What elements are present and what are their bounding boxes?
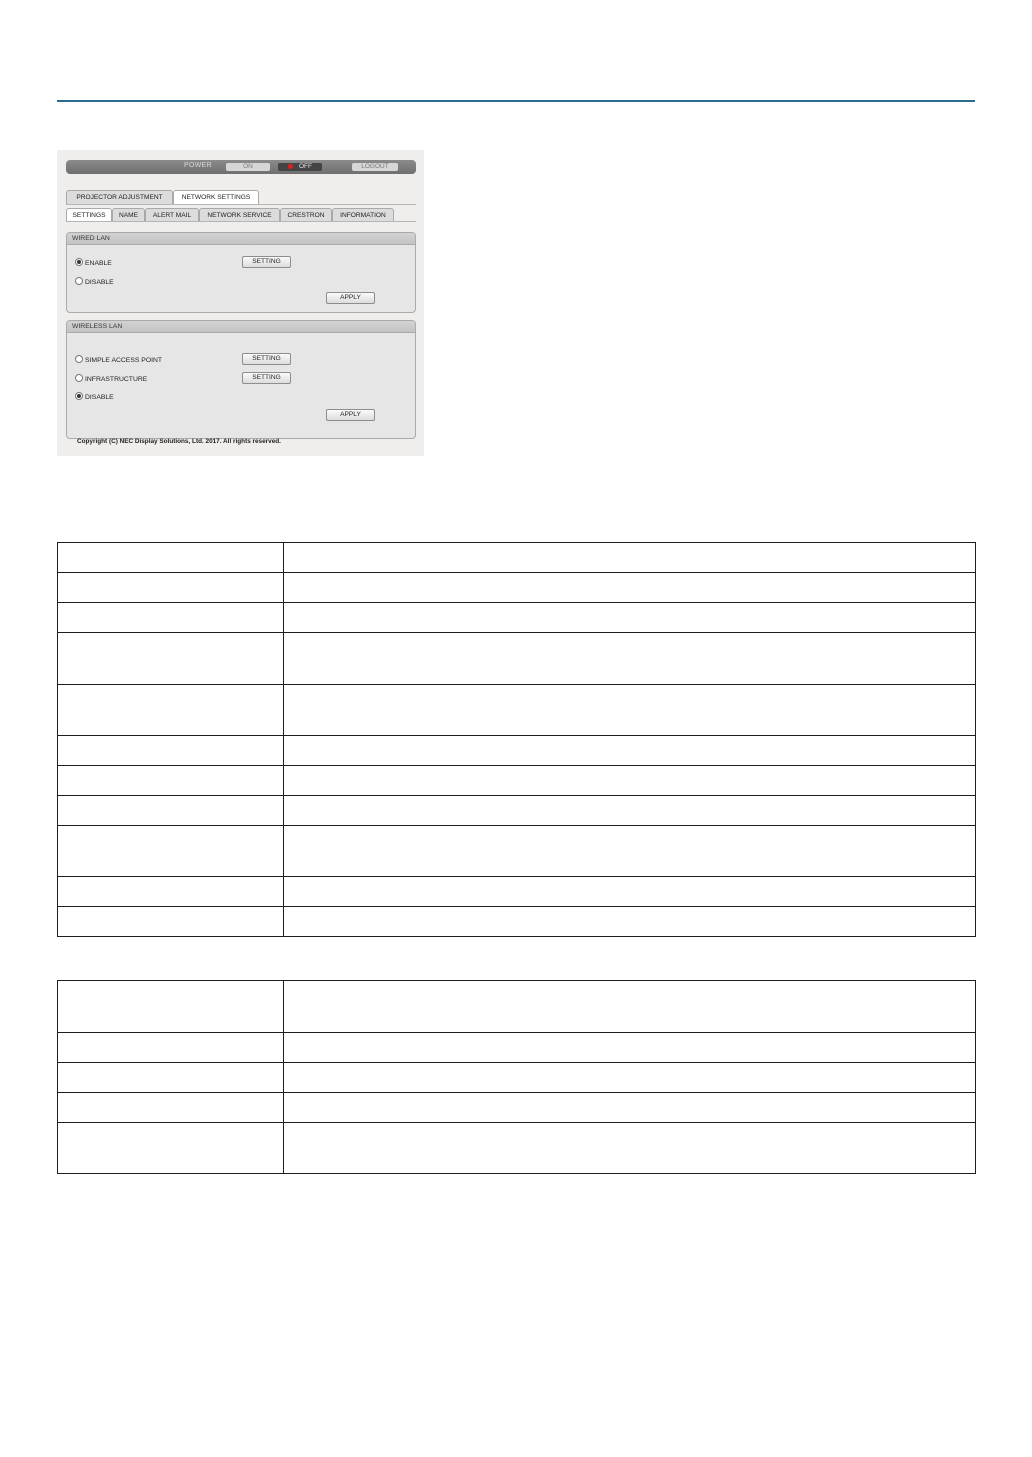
table-row <box>58 573 976 603</box>
tab-information[interactable]: INFORMATION <box>332 208 394 222</box>
tab-name[interactable]: NAME <box>112 208 145 222</box>
table-row <box>58 633 976 685</box>
table-row <box>58 877 976 907</box>
wireless-apply-button[interactable]: APPLY <box>326 409 375 421</box>
wireless-lan-title: WIRELESS LAN <box>67 321 415 333</box>
table-cell <box>284 543 976 573</box>
infrastructure-setting-button[interactable]: SETTING <box>242 372 291 384</box>
tab-network-settings[interactable]: NETWORK SETTINGS <box>173 190 259 204</box>
wired-apply-button[interactable]: APPLY <box>326 292 375 304</box>
table-cell <box>58 981 284 1033</box>
table-cell <box>58 826 284 877</box>
wired-lan-group <box>66 232 416 313</box>
tab-alert-mail[interactable]: ALERT MAIL <box>145 208 199 222</box>
table-cell <box>58 1033 284 1063</box>
table-row <box>58 1033 976 1063</box>
wireless-lan-group <box>66 320 416 439</box>
power-label: POWER <box>184 162 212 169</box>
table-cell <box>58 633 284 685</box>
table-cell <box>284 736 976 766</box>
table-row <box>58 907 976 937</box>
table-cell <box>284 877 976 907</box>
radio-unchecked-icon[interactable] <box>75 374 83 382</box>
tab-projector-adjustment[interactable]: PROJECTOR ADJUSTMENT <box>66 190 173 204</box>
table-cell <box>284 826 976 877</box>
table-row <box>58 826 976 877</box>
infrastructure-label: INFRASTRUCTURE <box>85 376 148 383</box>
power-off-label: OFF <box>299 163 312 170</box>
table-cell <box>284 766 976 796</box>
table-cell <box>284 907 976 937</box>
table-cell <box>284 1123 976 1174</box>
radio-unchecked-icon[interactable] <box>75 355 83 363</box>
wireless-disable-label: DISABLE <box>85 394 114 401</box>
table-row <box>58 766 976 796</box>
tab-network-service[interactable]: NETWORK SERVICE <box>199 208 280 222</box>
table-cell <box>284 1063 976 1093</box>
table-cell <box>58 685 284 736</box>
table-cell <box>58 543 284 573</box>
wired-enable-option[interactable] <box>75 258 112 267</box>
settings-table-2 <box>57 980 976 1174</box>
wireless-disable-option[interactable] <box>75 392 114 401</box>
wired-lan-title: WIRED LAN <box>67 233 415 245</box>
table-row <box>58 603 976 633</box>
table-cell <box>284 633 976 685</box>
logout-button[interactable]: LOGOUT <box>352 163 398 171</box>
table-cell <box>284 1093 976 1123</box>
table-cell <box>58 603 284 633</box>
table-row <box>58 981 976 1033</box>
table-cell <box>58 1093 284 1123</box>
table-row <box>58 736 976 766</box>
header-rule <box>57 100 975 102</box>
table-cell <box>58 766 284 796</box>
table-cell <box>284 796 976 826</box>
table-row <box>58 1063 976 1093</box>
power-on-button[interactable]: ON <box>226 163 270 171</box>
radio-checked-icon[interactable] <box>75 258 83 266</box>
tab-divider <box>66 204 416 205</box>
wired-disable-option[interactable] <box>75 277 114 286</box>
wired-setting-button[interactable]: SETTING <box>242 256 291 268</box>
radio-unchecked-icon[interactable] <box>75 277 83 285</box>
table-cell <box>58 573 284 603</box>
table-cell <box>58 1063 284 1093</box>
tab-settings[interactable]: SETTINGS <box>66 208 112 222</box>
wired-disable-label: DISABLE <box>85 279 114 286</box>
table-cell <box>284 981 976 1033</box>
table-cell <box>58 736 284 766</box>
wireless-infrastructure-option[interactable] <box>75 374 147 383</box>
table-cell <box>58 796 284 826</box>
table-cell <box>284 573 976 603</box>
power-bar <box>66 160 416 174</box>
settings-table-1 <box>57 542 976 937</box>
table-row <box>58 1123 976 1174</box>
table-row <box>58 543 976 573</box>
simple-ap-setting-button[interactable]: SETTING <box>242 353 291 365</box>
tab-crestron[interactable]: CRESTRON <box>280 208 332 222</box>
radio-checked-icon[interactable] <box>75 392 83 400</box>
table-cell <box>58 1123 284 1174</box>
wired-enable-label: ENABLE <box>85 260 112 267</box>
sub-tab-divider <box>66 221 416 222</box>
simple-ap-label: SIMPLE ACCESS POINT <box>85 357 163 364</box>
table-cell <box>58 877 284 907</box>
wireless-simple-ap-option[interactable] <box>75 355 162 364</box>
table-row <box>58 685 976 736</box>
power-led-icon <box>288 164 293 169</box>
web-ui-screenshot <box>57 150 424 456</box>
power-off-button[interactable] <box>278 163 322 171</box>
copyright-text: Copyright (C) NEC Display Solutions, Ltd. 2017. All rights reserved. <box>77 438 281 445</box>
table-cell <box>284 685 976 736</box>
table-cell <box>284 1033 976 1063</box>
table-cell <box>284 603 976 633</box>
table-cell <box>58 907 284 937</box>
table-row <box>58 796 976 826</box>
table-row <box>58 1093 976 1123</box>
